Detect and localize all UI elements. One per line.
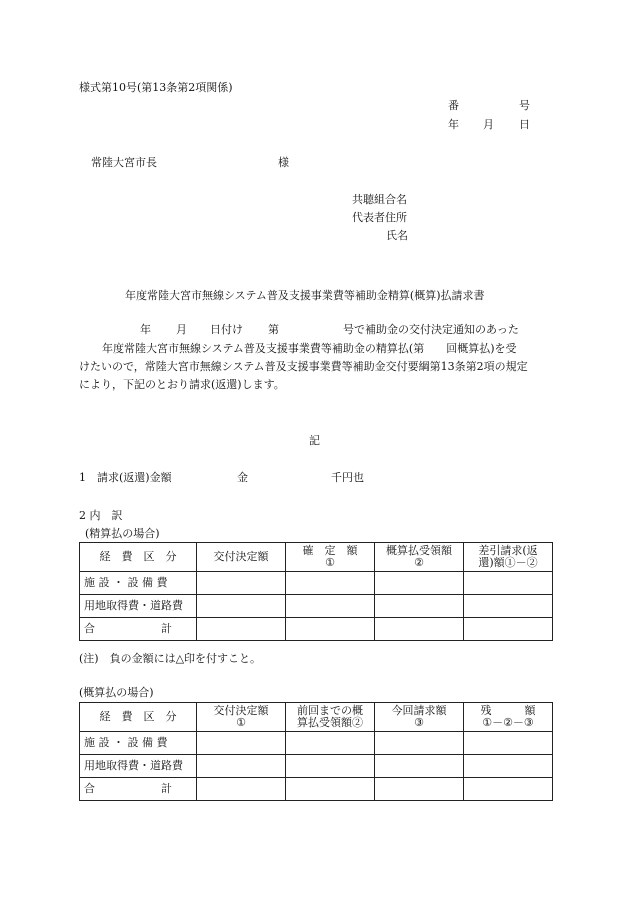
amount-cell[interactable] — [286, 572, 375, 595]
amount-cell[interactable] — [464, 618, 553, 641]
row-label: 用地取得費・道路費 — [80, 755, 197, 778]
date-year-label: 年 — [448, 118, 459, 131]
table-row — [80, 755, 553, 778]
table-header-row — [80, 703, 553, 732]
note: (注) 負の金額には△印を付すこと。 — [79, 652, 262, 665]
amount-cell[interactable] — [464, 778, 553, 801]
amount-cell[interactable] — [375, 755, 464, 778]
amount-cell[interactable] — [197, 595, 286, 618]
body-day-dated: 日付け — [210, 323, 243, 336]
amount-cell[interactable] — [464, 732, 553, 755]
applicant-name-label: 氏名 — [386, 229, 408, 242]
number-label-go: 号 — [519, 99, 530, 112]
amount-cell[interactable] — [286, 732, 375, 755]
amount-cell[interactable] — [375, 572, 464, 595]
amount-cell[interactable] — [197, 778, 286, 801]
amount-cell[interactable] — [286, 755, 375, 778]
item2-label: 2 内 訳 — [79, 509, 123, 522]
number-label-ban: 番 — [448, 99, 459, 112]
amount-cell[interactable] — [464, 572, 553, 595]
body-line1-rest: 号で補助金の交付決定通知のあった — [343, 323, 519, 336]
table-header-row — [80, 543, 553, 572]
item1-kin: 金 — [237, 471, 248, 484]
header-cell: 確 定 額 ① — [286, 543, 375, 572]
body-line3: けたいので，常陸大宮市無線システム普及支援事業費等補助金交付要綱第13条第2項の規定 — [79, 360, 528, 373]
table-row — [80, 572, 553, 595]
amount-cell[interactable] — [375, 778, 464, 801]
amount-cell[interactable] — [375, 732, 464, 755]
advance-table — [79, 702, 553, 801]
body-month: 月 — [176, 323, 187, 336]
header-cell: 概算払受領額 ② — [375, 543, 464, 572]
body-line2: 年度常陸大宮市無線システム普及支援事業費等補助金の精算払(第 回概算払)を受 — [102, 342, 517, 355]
header-cell: 今回請求額 ③ — [375, 703, 464, 732]
body-dai: 第 — [268, 323, 279, 336]
row-label: 施 設 ・ 設 備 費 — [80, 732, 197, 755]
amount-cell[interactable] — [375, 595, 464, 618]
amount-cell[interactable] — [286, 595, 375, 618]
amount-cell[interactable] — [464, 595, 553, 618]
table-row — [80, 595, 553, 618]
amount-cell[interactable] — [197, 618, 286, 641]
addressee: 常陸大宮市長 — [91, 156, 157, 169]
header-cell: 交付決定額 — [197, 543, 286, 572]
date-day-label: 日 — [519, 118, 530, 131]
honorific: 様 — [278, 156, 289, 169]
body-line4: により，下記のとおり請求(返還)します。 — [79, 378, 285, 391]
document-title: 年度常陸大宮市無線システム普及支援事業費等補助金精算(概算)払請求書 — [125, 289, 485, 302]
header-cell: 経 費 区 分 — [80, 543, 197, 572]
table1-caption: (精算払の場合) — [85, 527, 160, 540]
table-row — [80, 732, 553, 755]
table-row — [80, 778, 553, 801]
body-year: 年 — [140, 323, 151, 336]
amount-cell[interactable] — [197, 732, 286, 755]
date-month-label: 月 — [483, 118, 494, 131]
form-number: 様式第10号(第13条第2項関係) — [79, 81, 233, 94]
header-cell: 残 額 ①－②－③ — [464, 703, 553, 732]
header-cell: 交付決定額 ① — [197, 703, 286, 732]
amount-cell[interactable] — [286, 778, 375, 801]
row-label: 合 計 — [80, 618, 197, 641]
header-cell: 差引請求(返 還)額①－② — [464, 543, 553, 572]
applicant-org-label: 共聴組合名 — [352, 193, 407, 206]
settlement-table — [79, 542, 553, 641]
table-row — [80, 618, 553, 641]
amount-cell[interactable] — [286, 618, 375, 641]
amount-cell[interactable] — [375, 618, 464, 641]
amount-cell[interactable] — [464, 755, 553, 778]
header-cell: 前回までの概 算払受領額② — [286, 703, 375, 732]
amount-cell[interactable] — [197, 572, 286, 595]
amount-cell[interactable] — [197, 755, 286, 778]
ki-heading: 記 — [309, 434, 320, 447]
item1-label: 1 請求(返還)金額 — [79, 471, 172, 484]
applicant-address-label: 代表者住所 — [352, 211, 407, 224]
row-label: 用地取得費・道路費 — [80, 595, 197, 618]
row-label: 合 計 — [80, 778, 197, 801]
header-cell: 経 費 区 分 — [80, 703, 197, 732]
item1-unit: 千円也 — [331, 471, 364, 484]
table2-caption: (概算払の場合) — [79, 686, 154, 699]
row-label: 施 設 ・ 設 備 費 — [80, 572, 197, 595]
